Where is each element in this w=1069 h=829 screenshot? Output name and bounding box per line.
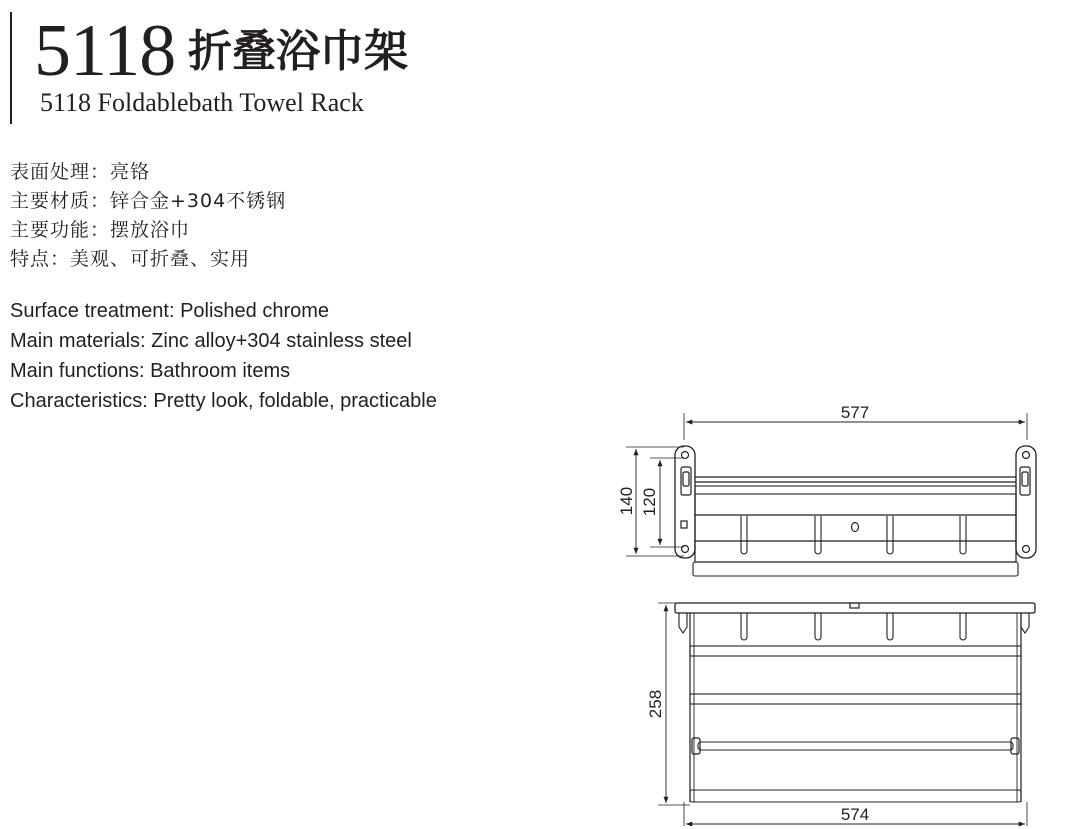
top-view: [617, 403, 1036, 576]
spec-en-materials: Main materials: Zinc alloy+304 stainless steel: [10, 330, 412, 352]
dim-top-width: 577: [840, 403, 870, 422]
spec-cn-surface: 表面处理：亮铬: [10, 161, 151, 183]
spec-en-functions: Main functions: Bathroom items: [10, 360, 291, 382]
product-name-en: 5118 Foldablebath Towel Rack: [40, 88, 364, 117]
spec-cn-characteristics: 特点：美观、可折叠、实用: [10, 248, 251, 270]
spec-en-surface: Surface treatment: Polished chrome: [10, 300, 330, 322]
front-view: [646, 603, 1035, 826]
model-number: 5118: [34, 10, 176, 92]
spec-en-characteristics: Characteristics: Pretty look, foldable, practicable: [10, 390, 437, 412]
spec-cn-functions: 主要功能：摆放浴巾: [10, 219, 191, 241]
dim-inner-height: 120: [640, 487, 659, 517]
dim-depth: 258: [646, 689, 665, 719]
product-name-cn: 折叠浴巾架: [188, 26, 408, 77]
dim-total-height: 140: [617, 486, 636, 516]
dim-bottom-width: 574: [840, 805, 870, 824]
spec-cn-materials: 主要材质：锌合金+304不锈钢: [10, 190, 287, 212]
